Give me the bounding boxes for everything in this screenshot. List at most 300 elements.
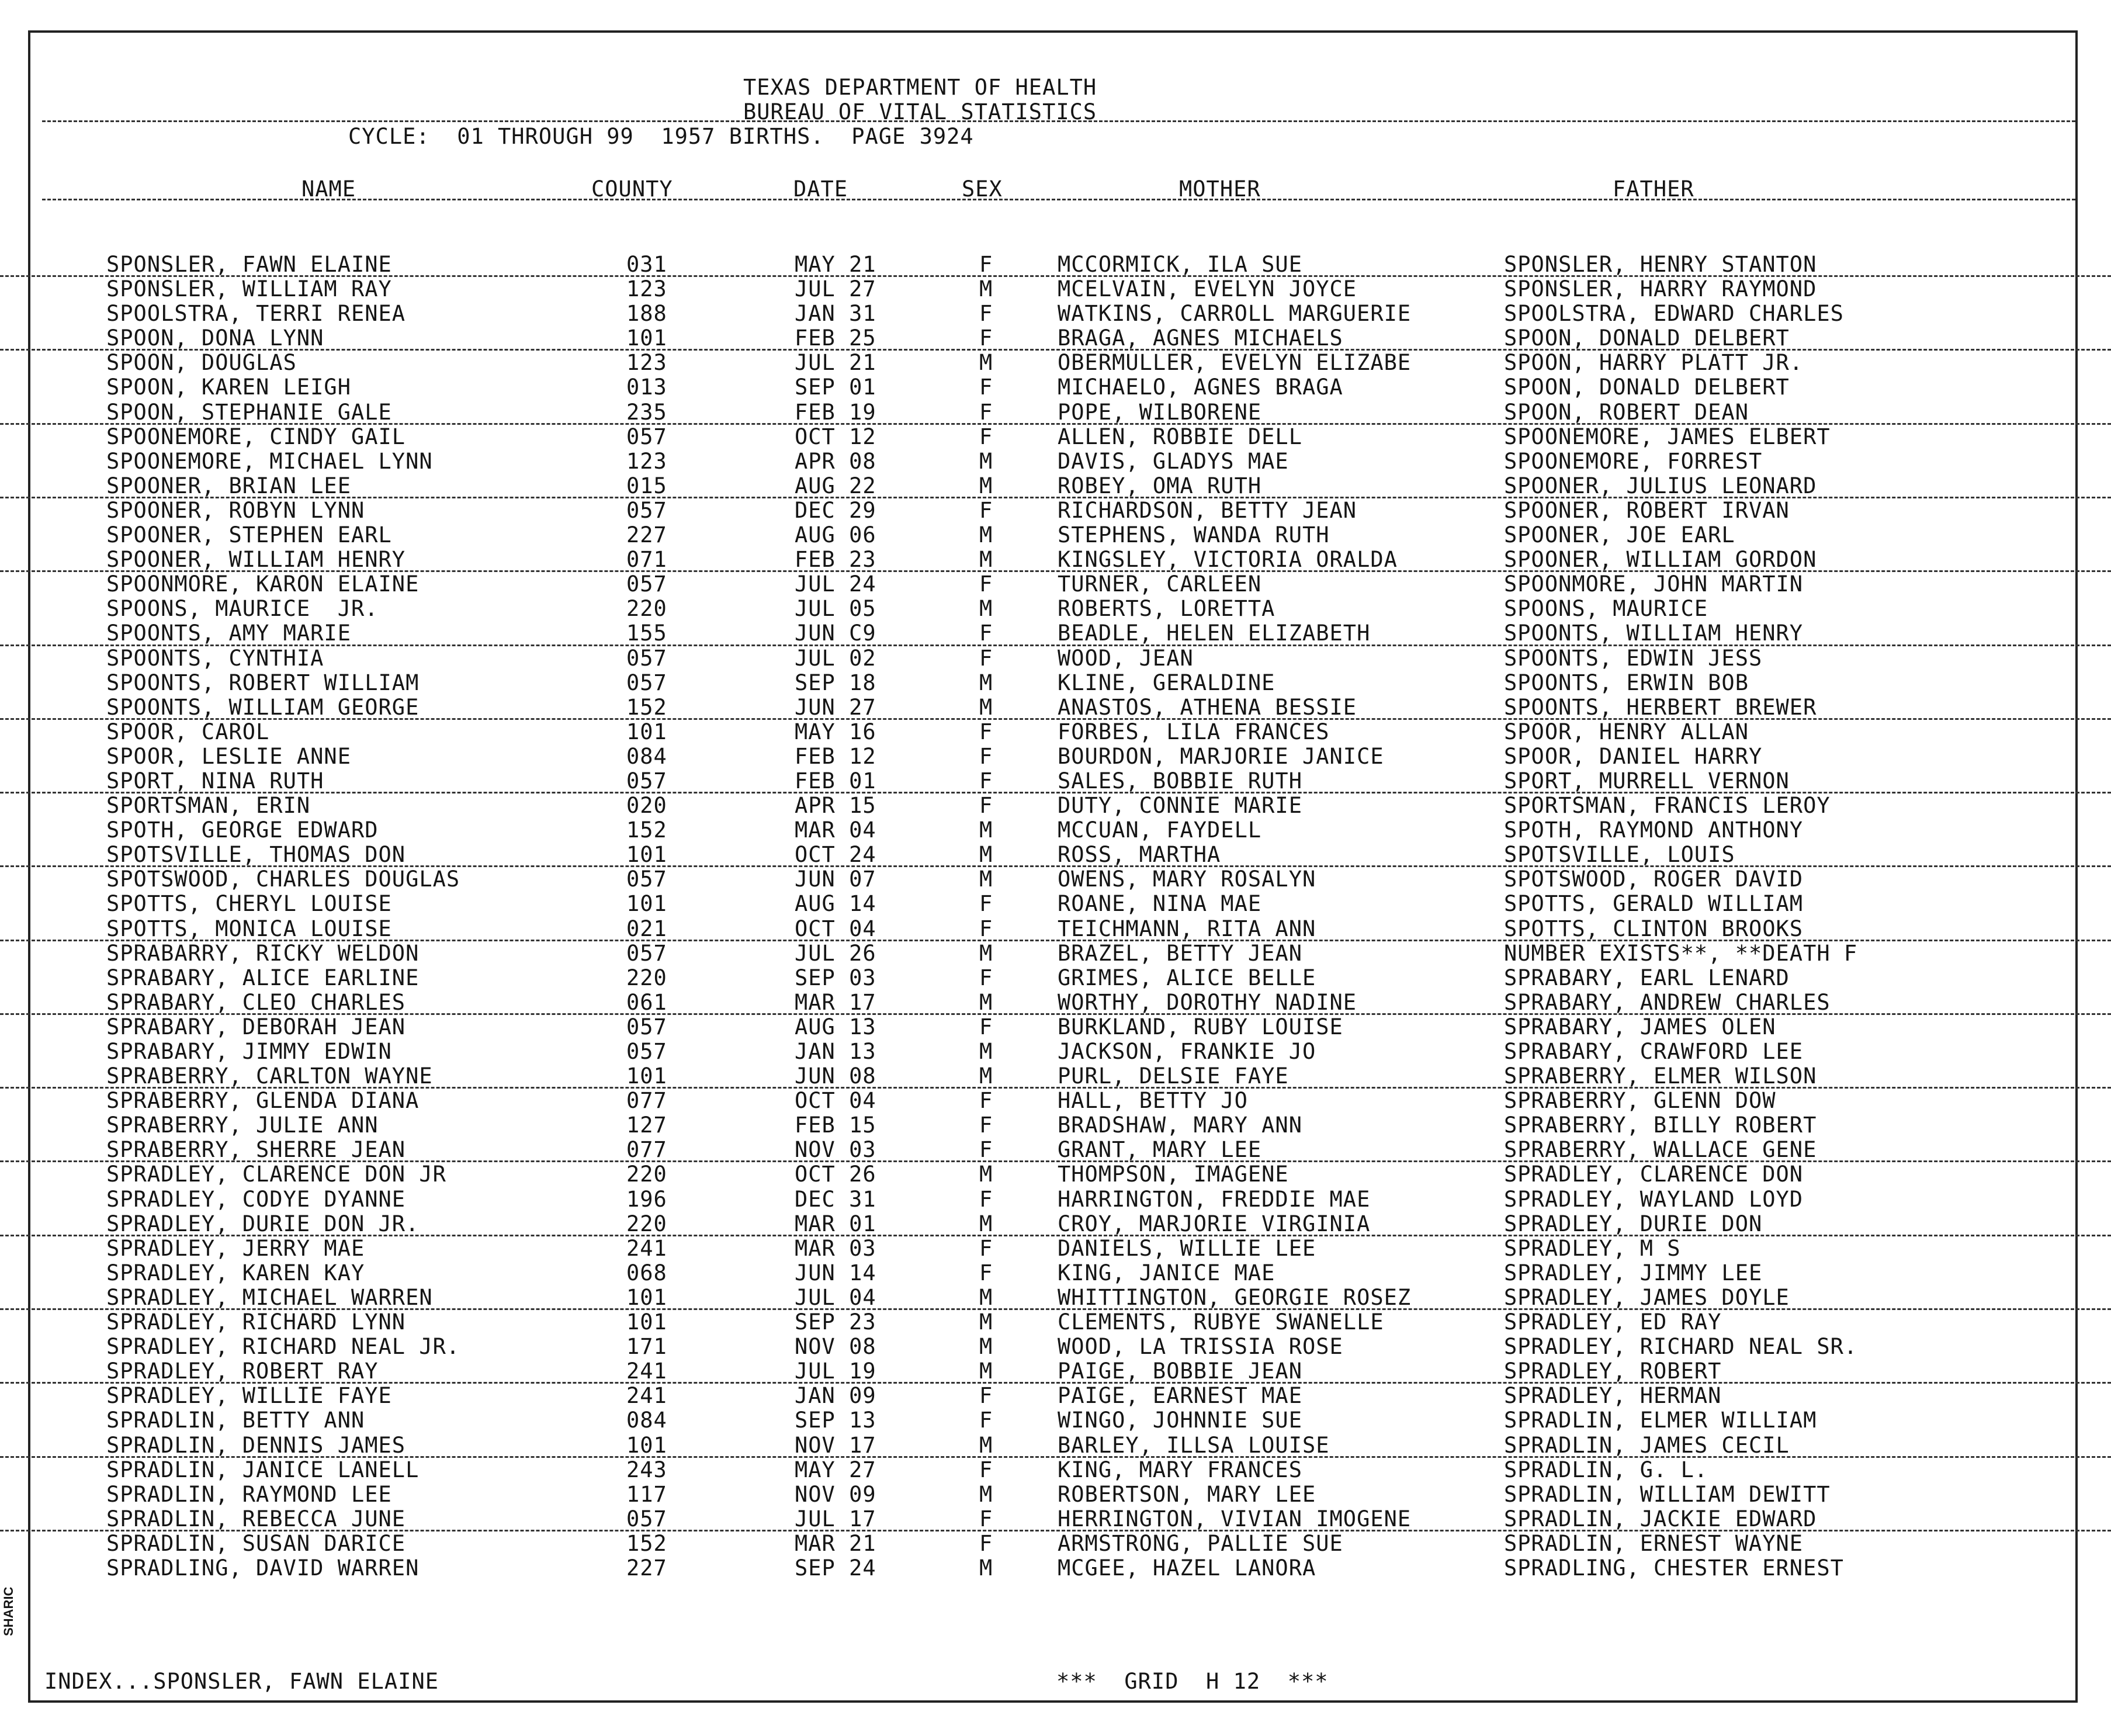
table-row xyxy=(0,523,2111,548)
cell-father: SPRADLEY, ROBERT xyxy=(1504,1359,1722,1384)
cell-father: SPOOR, HENRY ALLAN xyxy=(1504,719,1749,744)
cell-date: AUG 14 xyxy=(795,891,876,917)
cell-father: SPRADLIN, ELMER WILLIAM xyxy=(1504,1408,1817,1433)
cell-mother: GRANT, MARY LEE xyxy=(1058,1137,1262,1163)
cell-county: 077 xyxy=(626,1088,667,1114)
cell-name: SPRABERRY, JULIE ANN xyxy=(106,1113,379,1138)
cell-date: NOV 09 xyxy=(795,1481,876,1507)
cell-county: 057 xyxy=(626,940,667,966)
cell-father: SPRABERRY, BILLY ROBERT xyxy=(1504,1113,1817,1138)
cell-mother: BRAGA, AGNES MICHAELS xyxy=(1058,325,1343,351)
cell-date: JUN 08 xyxy=(795,1063,876,1089)
cell-name: SPOONTS, WILLIAM GEORGE xyxy=(106,694,420,720)
cell-sex: M xyxy=(979,694,993,720)
table-row xyxy=(0,646,2111,671)
cell-mother: BOURDON, MARJORIE JANICE xyxy=(1058,743,1384,769)
cell-mother: ROSS, MARTHA xyxy=(1058,842,1221,868)
cell-father: SPRADLEY, DURIE DON xyxy=(1504,1211,1763,1236)
cell-county: 101 xyxy=(626,1284,667,1310)
cell-name: SPRABERRY, SHERRE JEAN xyxy=(106,1137,406,1163)
cell-mother: MCELVAIN, EVELYN JOYCE xyxy=(1058,276,1357,302)
cell-date: JUL 19 xyxy=(795,1359,876,1384)
cell-county: 057 xyxy=(626,497,667,523)
cell-father: SPRABERRY, WALLACE GENE xyxy=(1504,1137,1817,1163)
cell-sex: M xyxy=(979,547,993,573)
cell-sex: F xyxy=(979,768,993,793)
cell-name: SPOONER, WILLIAM HENRY xyxy=(106,547,406,573)
cell-county: 152 xyxy=(626,817,667,843)
cell-mother: CLEMENTS, RUBYE SWANELLE xyxy=(1058,1309,1384,1335)
cell-name: SPOOLSTRA, TERRI RENEA xyxy=(106,301,406,327)
table-row xyxy=(0,843,2111,867)
cell-father: SPONSLER, HARRY RAYMOND xyxy=(1504,276,1817,302)
cell-county: 127 xyxy=(626,1113,667,1138)
cell-sex: F xyxy=(979,1113,993,1138)
cell-name: SPRADLIN, SUSAN DARICE xyxy=(106,1530,406,1556)
cell-name: SPOONTS, ROBERT WILLIAM xyxy=(106,670,420,695)
cell-name: SPRADLIN, BETTY ANN xyxy=(106,1408,365,1433)
cell-date: MAY 21 xyxy=(795,252,876,277)
cell-name: SPRADLIN, DENNIS JAMES xyxy=(106,1432,406,1458)
table-row xyxy=(0,1261,2111,1285)
cell-mother: KLINE, GERALDINE xyxy=(1058,670,1275,695)
table-row xyxy=(0,1531,2111,1556)
table-row xyxy=(0,671,2111,695)
cell-county: 031 xyxy=(626,252,667,277)
cell-father: SPOON, DONALD DELBERT xyxy=(1504,325,1790,351)
cell-name: SPOON, DOUGLAS xyxy=(106,350,297,376)
cell-county: 196 xyxy=(626,1186,667,1212)
cell-father: SPOTSVILLE, LOUIS xyxy=(1504,842,1735,868)
cell-date: NOV 08 xyxy=(795,1334,876,1360)
cell-father: SPRADLEY, JIMMY LEE xyxy=(1504,1260,1763,1285)
cell-date: SEP 18 xyxy=(795,670,876,695)
cell-county: 123 xyxy=(626,276,667,302)
table-row xyxy=(0,1384,2111,1408)
table-row xyxy=(0,572,2111,597)
cell-father: SPRADLING, CHESTER ERNEST xyxy=(1504,1555,1844,1581)
cell-name: SPRABARRY, RICKY WELDON xyxy=(106,940,420,966)
cell-sex: M xyxy=(979,1334,993,1360)
cell-sex: F xyxy=(979,1408,993,1433)
cell-father: SPOON, HARRY PLATT JR. xyxy=(1504,350,1804,376)
cell-mother: WOOD, LA TRISSIA ROSE xyxy=(1058,1334,1343,1360)
cell-county: 020 xyxy=(626,793,667,819)
cell-father: NUMBER EXISTS**, **DEATH F xyxy=(1504,940,1858,966)
cell-mother: OWENS, MARY ROSALYN xyxy=(1058,867,1316,892)
cell-sex: M xyxy=(979,1432,993,1458)
table-row xyxy=(0,793,2111,818)
cell-mother: ARMSTRONG, PALLIE SUE xyxy=(1058,1530,1343,1556)
cell-father: SPOONTS, ERWIN BOB xyxy=(1504,670,1749,695)
cell-mother: DANIELS, WILLIE LEE xyxy=(1058,1235,1316,1261)
cell-mother: ROBEY, OMA RUTH xyxy=(1058,473,1262,498)
cell-county: 243 xyxy=(626,1457,667,1482)
cell-name: SPRADLIN, JANICE LANELL xyxy=(106,1457,420,1482)
cell-sex: F xyxy=(979,1186,993,1212)
cell-father: SPRADLIN, G. L. xyxy=(1504,1457,1708,1482)
cell-name: SPOON, KAREN LEIGH xyxy=(106,375,351,400)
cell-name: SPOOR, CAROL xyxy=(106,719,270,744)
table-row xyxy=(0,1335,2111,1359)
table-row xyxy=(0,1310,2111,1335)
cell-father: SPOTH, RAYMOND ANTHONY xyxy=(1504,817,1804,843)
cell-sex: F xyxy=(979,916,993,941)
cell-county: 077 xyxy=(626,1137,667,1163)
table-row xyxy=(0,744,2111,769)
cell-name: SPRADLEY, DURIE DON JR. xyxy=(106,1211,420,1236)
table-row xyxy=(0,548,2111,572)
cell-mother: KINGSLEY, VICTORIA ORALDA xyxy=(1058,547,1398,573)
cell-name: SPOONMORE, KARON ELAINE xyxy=(106,571,420,597)
cell-sex: F xyxy=(979,1235,993,1261)
cell-mother: BARLEY, ILLSA LOUISE xyxy=(1058,1432,1330,1458)
cell-name: SPOONTS, CYNTHIA xyxy=(106,645,324,671)
column-header-name: NAME xyxy=(301,176,356,202)
cell-name: SPRADLEY, CODYE DYANNE xyxy=(106,1186,406,1212)
cell-sex: M xyxy=(979,350,993,376)
cell-date: SEP 03 xyxy=(795,965,876,990)
cell-mother: JACKSON, FRANKIE JO xyxy=(1058,1039,1316,1064)
table-row xyxy=(0,375,2111,400)
cell-date: SEP 13 xyxy=(795,1408,876,1433)
cell-county: 061 xyxy=(626,989,667,1015)
cell-name: SPOOR, LESLIE ANNE xyxy=(106,743,351,769)
cell-date: AUG 06 xyxy=(795,522,876,548)
cell-county: 101 xyxy=(626,1432,667,1458)
table-row xyxy=(0,1458,2111,1482)
cell-name: SPRABARY, JIMMY EDWIN xyxy=(106,1039,392,1064)
table-row xyxy=(0,695,2111,720)
cell-county: 057 xyxy=(626,424,667,449)
column-header-county: COUNTY xyxy=(591,176,673,202)
cell-name: SPRABARY, ALICE EARLINE xyxy=(106,965,420,990)
table-row xyxy=(0,1162,2111,1187)
cell-sex: M xyxy=(979,670,993,695)
cell-date: SEP 24 xyxy=(795,1555,876,1581)
cell-father: SPRABARY, ANDREW CHARLES xyxy=(1504,989,1831,1015)
cell-sex: F xyxy=(979,645,993,671)
cell-sex: F xyxy=(979,743,993,769)
side-label: SHARIC xyxy=(1,1586,16,1636)
cell-county: 220 xyxy=(626,1211,667,1236)
cell-name: SPRABERRY, CARLTON WAYNE xyxy=(106,1063,433,1089)
cell-mother: THOMPSON, IMAGENE xyxy=(1058,1162,1289,1187)
cell-mother: STEPHENS, WANDA RUTH xyxy=(1058,522,1330,548)
cell-sex: F xyxy=(979,1014,993,1039)
cell-mother: DUTY, CONNIE MARIE xyxy=(1058,793,1302,819)
table-row xyxy=(0,769,2111,793)
cell-name: SPRADLIN, RAYMOND LEE xyxy=(106,1481,392,1507)
cell-name: SPRADLEY, JERRY MAE xyxy=(106,1235,365,1261)
cell-date: OCT 12 xyxy=(795,424,876,449)
cell-county: 084 xyxy=(626,743,667,769)
cell-county: 101 xyxy=(626,325,667,351)
cell-father: SPRADLIN, WILLIAM DEWITT xyxy=(1504,1481,1831,1507)
cell-county: 068 xyxy=(626,1260,667,1285)
cell-sex: M xyxy=(979,1063,993,1089)
table-row xyxy=(0,351,2111,375)
cell-sex: F xyxy=(979,719,993,744)
cell-sex: M xyxy=(979,867,993,892)
table-row xyxy=(0,966,2111,990)
cell-date: JUL 17 xyxy=(795,1506,876,1531)
cell-father: SPRADLEY, ED RAY xyxy=(1504,1309,1722,1335)
cell-date: FEB 19 xyxy=(795,399,876,425)
cell-county: 084 xyxy=(626,1408,667,1433)
cell-sex: F xyxy=(979,1457,993,1482)
table-row xyxy=(0,818,2111,843)
cell-county: 227 xyxy=(626,522,667,548)
cell-date: FEB 25 xyxy=(795,325,876,351)
column-header-father: FATHER xyxy=(1613,176,1694,202)
cell-county: 057 xyxy=(626,571,667,597)
cell-mother: BRAZEL, BETTY JEAN xyxy=(1058,940,1302,966)
cell-name: SPRADLEY, CLARENCE DON JR xyxy=(106,1162,446,1187)
cell-name: SPOON, STEPHANIE GALE xyxy=(106,399,392,425)
cell-date: JAN 13 xyxy=(795,1039,876,1064)
cell-county: 241 xyxy=(626,1383,667,1409)
cell-sex: F xyxy=(979,793,993,819)
cell-father: SPRADLEY, M S xyxy=(1504,1235,1681,1261)
cell-county: 227 xyxy=(626,1555,667,1581)
table-row xyxy=(0,1507,2111,1531)
cell-father: SPOONS, MAURICE xyxy=(1504,596,1708,622)
grid-footer: *** GRID H 12 *** xyxy=(1056,1669,1329,1694)
cell-father: SPRADLEY, WAYLAND LOYD xyxy=(1504,1186,1804,1212)
cell-county: 152 xyxy=(626,1530,667,1556)
column-header-date: DATE xyxy=(793,176,848,202)
cell-mother: MCGEE, HAZEL LANORA xyxy=(1058,1555,1316,1581)
cell-father: SPOON, DONALD DELBERT xyxy=(1504,375,1790,400)
cell-mother: ANASTOS, ATHENA BESSIE xyxy=(1058,694,1357,720)
cell-father: SPRABARY, EARL LENARD xyxy=(1504,965,1790,990)
table-row xyxy=(0,1064,2111,1089)
table-row xyxy=(0,400,2111,425)
table-row xyxy=(0,892,2111,916)
cell-sex: M xyxy=(979,448,993,474)
cell-sex: F xyxy=(979,1260,993,1285)
cell-sex: M xyxy=(979,1359,993,1384)
cell-sex: M xyxy=(979,817,993,843)
cell-father: SPRADLEY, CLARENCE DON xyxy=(1504,1162,1804,1187)
cell-mother: KING, JANICE MAE xyxy=(1058,1260,1275,1285)
cell-sex: M xyxy=(979,1555,993,1581)
cell-sex: F xyxy=(979,424,993,449)
cell-name: SPOTH, GEORGE EDWARD xyxy=(106,817,379,843)
cell-father: SPORT, MURRELL VERNON xyxy=(1504,768,1790,793)
cell-mother: WOOD, JEAN xyxy=(1058,645,1194,671)
table-row xyxy=(0,1015,2111,1039)
table-row xyxy=(0,425,2111,449)
cell-county: 101 xyxy=(626,1063,667,1089)
cell-county: 171 xyxy=(626,1334,667,1360)
table-row xyxy=(0,1089,2111,1113)
cell-mother: GRIMES, ALICE BELLE xyxy=(1058,965,1316,990)
cell-county: 101 xyxy=(626,842,667,868)
cell-father: SPRABARY, JAMES OLEN xyxy=(1504,1014,1776,1039)
cell-mother: HARRINGTON, FREDDIE MAE xyxy=(1058,1186,1371,1212)
cell-mother: WINGO, JOHNNIE SUE xyxy=(1058,1408,1302,1433)
cell-father: SPOONER, ROBERT IRVAN xyxy=(1504,497,1790,523)
table-row xyxy=(0,1285,2111,1310)
cell-date: MAR 04 xyxy=(795,817,876,843)
cell-date: JUN C9 xyxy=(795,621,876,646)
cell-name: SPRABARY, DEBORAH JEAN xyxy=(106,1014,406,1039)
cell-date: JAN 31 xyxy=(795,301,876,327)
header-divider xyxy=(42,120,2075,122)
birth-records-table xyxy=(0,252,2111,1581)
cell-date: OCT 26 xyxy=(795,1162,876,1187)
cell-county: 057 xyxy=(626,867,667,892)
cell-date: JUL 21 xyxy=(795,350,876,376)
cell-father: SPOTTS, CLINTON BROOKS xyxy=(1504,916,1804,941)
bureau-title: BUREAU OF VITAL STATISTICS xyxy=(743,99,1097,124)
cell-father: SPRABARY, CRAWFORD LEE xyxy=(1504,1039,1804,1064)
cell-father: SPOONER, WILLIAM GORDON xyxy=(1504,547,1817,573)
table-row xyxy=(0,720,2111,744)
cell-sex: F xyxy=(979,399,993,425)
cell-mother: SALES, BOBBIE RUTH xyxy=(1058,768,1302,793)
cell-father: SPRABERRY, GLENN DOW xyxy=(1504,1088,1776,1114)
table-row xyxy=(0,1556,2111,1581)
cell-date: APR 08 xyxy=(795,448,876,474)
table-row xyxy=(0,302,2111,326)
table-row xyxy=(0,1433,2111,1458)
cell-mother: TURNER, CARLEEN xyxy=(1058,571,1262,597)
cell-father: SPRADLIN, ERNEST WAYNE xyxy=(1504,1530,1804,1556)
cell-name: SPRADLEY, KAREN KAY xyxy=(106,1260,365,1285)
cell-father: SPRABERRY, ELMER WILSON xyxy=(1504,1063,1817,1089)
cell-county: 057 xyxy=(626,1039,667,1064)
cell-name: SPRABARY, CLEO CHARLES xyxy=(106,989,406,1015)
cell-father: SPOTTS, GERALD WILLIAM xyxy=(1504,891,1804,917)
cell-sex: M xyxy=(979,842,993,868)
cell-date: JUN 27 xyxy=(795,694,876,720)
cell-name: SPOONTS, AMY MARIE xyxy=(106,621,351,646)
cell-date: NOV 17 xyxy=(795,1432,876,1458)
cell-name: SPOONER, ROBYN LYNN xyxy=(106,497,365,523)
table-row xyxy=(0,1408,2111,1433)
cell-mother: PURL, DELSIE FAYE xyxy=(1058,1063,1289,1089)
table-row xyxy=(0,1212,2111,1236)
cell-county: 013 xyxy=(626,375,667,400)
table-row xyxy=(0,1359,2111,1384)
cell-county: 117 xyxy=(626,1481,667,1507)
cell-mother: OBERMULLER, EVELYN ELIZABE xyxy=(1058,350,1412,376)
cell-name: SPOTSVILLE, THOMAS DON xyxy=(106,842,406,868)
cell-county: 152 xyxy=(626,694,667,720)
cell-county: 057 xyxy=(626,1014,667,1039)
table-row xyxy=(0,1187,2111,1212)
agency-title: TEXAS DEPARTMENT OF HEALTH xyxy=(743,75,1097,100)
cell-sex: F xyxy=(979,571,993,597)
cell-sex: M xyxy=(979,596,993,622)
cell-name: SPOTTS, MONICA LOUISE xyxy=(106,916,392,941)
cell-county: 071 xyxy=(626,547,667,573)
cell-mother: MCCORMICK, ILA SUE xyxy=(1058,252,1302,277)
table-row xyxy=(0,941,2111,966)
table-row xyxy=(0,1113,2111,1138)
cell-date: OCT 04 xyxy=(795,916,876,941)
cell-name: SPONSLER, FAWN ELAINE xyxy=(106,252,392,277)
table-row xyxy=(0,326,2111,351)
cell-sex: F xyxy=(979,621,993,646)
cell-sex: M xyxy=(979,276,993,302)
cell-date: NOV 03 xyxy=(795,1137,876,1163)
cell-mother: DAVIS, GLADYS MAE xyxy=(1058,448,1289,474)
cell-county: 021 xyxy=(626,916,667,941)
cell-name: SPRADLEY, RICHARD NEAL JR. xyxy=(106,1334,460,1360)
table-row xyxy=(0,990,2111,1015)
cell-date: AUG 13 xyxy=(795,1014,876,1039)
cell-father: SPRADLEY, JAMES DOYLE xyxy=(1504,1284,1790,1310)
cell-county: 155 xyxy=(626,621,667,646)
table-row xyxy=(0,917,2111,941)
cell-father: SPRADLIN, JACKIE EDWARD xyxy=(1504,1506,1817,1531)
cell-county: 188 xyxy=(626,301,667,327)
cell-sex: M xyxy=(979,1039,993,1064)
cell-date: DEC 31 xyxy=(795,1186,876,1212)
cell-father: SPOONTS, EDWIN JESS xyxy=(1504,645,1763,671)
cell-father: SPORTSMAN, FRANCIS LEROY xyxy=(1504,793,1831,819)
cell-name: SPOON, DONA LYNN xyxy=(106,325,324,351)
cell-date: JUL 02 xyxy=(795,645,876,671)
cell-mother: FORBES, LILA FRANCES xyxy=(1058,719,1330,744)
cell-mother: PAIGE, EARNEST MAE xyxy=(1058,1383,1302,1409)
cell-mother: WHITTINGTON, GEORGIE ROSEZ xyxy=(1058,1284,1412,1310)
cell-name: SPOONER, STEPHEN EARL xyxy=(106,522,392,548)
cell-mother: CROY, MARJORIE VIRGINIA xyxy=(1058,1211,1371,1236)
column-header-divider xyxy=(42,199,2075,200)
cell-name: SPOTTS, CHERYL LOUISE xyxy=(106,891,392,917)
cell-date: FEB 23 xyxy=(795,547,876,573)
cell-father: SPOONTS, WILLIAM HENRY xyxy=(1504,621,1804,646)
cell-name: SPRADLEY, RICHARD LYNN xyxy=(106,1309,406,1335)
cell-sex: M xyxy=(979,1162,993,1187)
cell-mother: PAIGE, BOBBIE JEAN xyxy=(1058,1359,1302,1384)
cell-name: SPRABERRY, GLENDA DIANA xyxy=(106,1088,420,1114)
cell-county: 235 xyxy=(626,399,667,425)
cell-father: SPOONEMORE, JAMES ELBERT xyxy=(1504,424,1831,449)
cell-mother: ROANE, NINA MAE xyxy=(1058,891,1262,917)
cell-sex: F xyxy=(979,1137,993,1163)
cell-sex: M xyxy=(979,473,993,498)
column-header-sex: SEX xyxy=(962,176,1003,202)
cell-date: MAY 27 xyxy=(795,1457,876,1482)
table-row xyxy=(0,1236,2111,1261)
cell-sex: M xyxy=(979,940,993,966)
table-row xyxy=(0,597,2111,621)
cell-father: SPOONMORE, JOHN MARTIN xyxy=(1504,571,1804,597)
cell-date: MAR 01 xyxy=(795,1211,876,1236)
cell-county: 123 xyxy=(626,448,667,474)
cell-name: SPRADLING, DAVID WARREN xyxy=(106,1555,420,1581)
cell-county: 220 xyxy=(626,1162,667,1187)
cell-mother: BURKLAND, RUBY LOUISE xyxy=(1058,1014,1343,1039)
cell-father: SPOONTS, HERBERT BREWER xyxy=(1504,694,1817,720)
table-row xyxy=(0,1138,2111,1162)
cell-mother: WORTHY, DOROTHY NADINE xyxy=(1058,989,1357,1015)
cell-sex: M xyxy=(979,989,993,1015)
cell-date: JUL 26 xyxy=(795,940,876,966)
cell-name: SPOTSWOOD, CHARLES DOUGLAS xyxy=(106,867,460,892)
cell-sex: F xyxy=(979,891,993,917)
index-footer: INDEX...SPONSLER, FAWN ELAINE xyxy=(44,1669,439,1694)
cell-date: FEB 01 xyxy=(795,768,876,793)
cell-date: DEC 29 xyxy=(795,497,876,523)
cell-father: SPRADLIN, JAMES CECIL xyxy=(1504,1432,1790,1458)
